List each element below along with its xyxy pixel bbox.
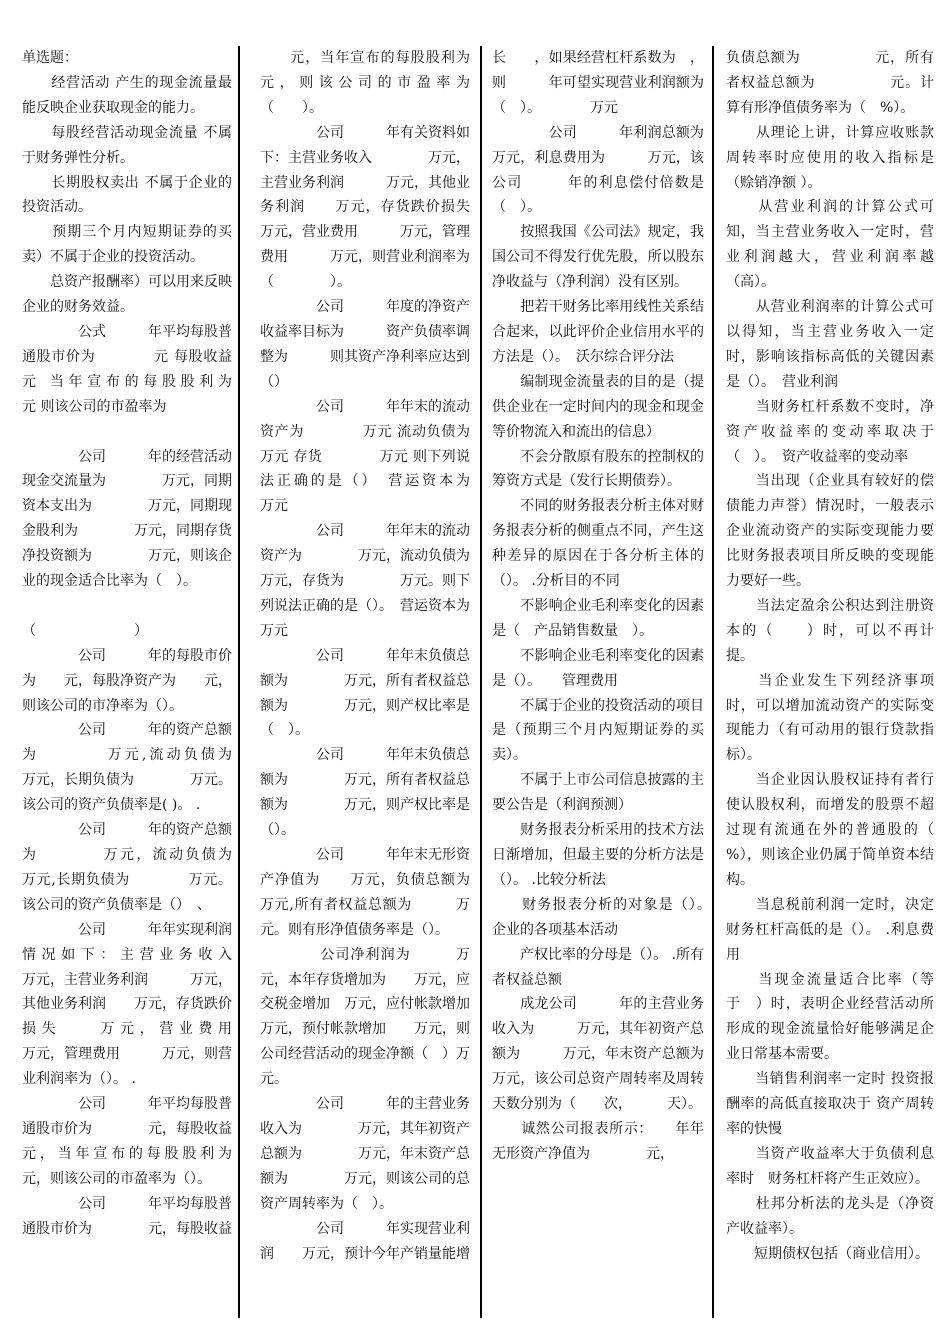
paragraph: 预期三个月内短期证券的买卖）不属于企业的投资活动。 <box>22 224 232 266</box>
paragraph: 财务报表分析采用的技术方法日渐增加，但最主要的分析方法是（）。 .比较分析法 <box>492 822 704 888</box>
paragraph: 不属于企业的投资活动的项目是（预期三个月内短期证券的买卖）。 <box>492 697 704 764</box>
paragraph: 公司 年年末负债总额为 万元，所有者权益总额为 万元，则产权比率是（）。 <box>260 747 470 839</box>
paragraph: 长期股权卖出 不属于企业的投资活动。 <box>22 174 232 216</box>
paragraph: 短期债权包括（商业信用）。 <box>726 1245 929 1262</box>
paragraph: 公司 年年末的流动资产为 万元 流动负债为 万元 存货 万元 则下列说法正确的是（） 营运资本为 万元 <box>260 398 470 515</box>
paragraph: 不影响企业毛利率变化的因素是（ 产品销售数量 ）。 <box>492 597 704 639</box>
paragraph: 不会分散原有股东的控制权的筹资方式是（发行长期债券）。 <box>492 448 704 490</box>
paragraph: 元，当年宣布的每股股利为 元，则该公司的市盈率为（ ）。 <box>260 50 470 116</box>
paragraph: 公司 年的资产总额为 万元,流动负债为 万元，长期负债为 万元。该公司的资产负债率是( )。 . <box>22 722 232 814</box>
paragraph: 公司 年年实现利润情况如下：主营业务收入 万元，主营业务利润 万元，其他业务利润 万元，存货跌价损失 万元，营业费用 万元，管理费用 万元，则营业利润率为（）。 . <box>22 921 232 1088</box>
paragraph: 按照我国《公司法》规定，我国公司不得发行优先股，所以股东净收益与（净利润）没有区别。 <box>492 224 704 291</box>
paragraph: 当企业因认股权证持有者行使认股权利，而增发的股票不超过现有流通在外的普通股的（ %），则该企业仍属于简单资本结构。 <box>726 772 934 888</box>
paragraph: 当资产收益率大于负债利息率时 财务杠杆将产生正效应）。 <box>726 1145 934 1187</box>
paragraph: 杜邦分析法的龙头是（净资产收益率）。 <box>726 1195 934 1237</box>
paragraph: 当法定盈余公积达到注册资本的（ ）时，可以不再计提。 <box>726 597 934 664</box>
paragraph: 当企业发生下列经济事项时，可以增加流动资产的实际变现能力（有可动用的银行贷款指标）。 <box>726 672 934 764</box>
paragraph: 公司 年年末无形资产净值为 万元，负债总额为 万元,所有者权益总额为 万元。则有形净值债务率是（）。 <box>260 847 470 938</box>
text-column-3 <box>492 46 704 1318</box>
paragraph: 公司 年的资产总额为 万元，流动负债为 万元,长期负债为 万元。该公司的资产负债率是（） 、 <box>22 822 232 913</box>
paragraph: 公司 年的经营活动现金交流量为 万元，同期资本支出为 万元，同期现金股利为 万元，同期存货净投资额为 万元，则该企业的现金适合比率为（ ）。 <box>22 448 232 590</box>
paragraph: 公司 年度的净资产收益率目标为 资产负债率调整为 则其资产净利率应达到（） <box>260 299 470 390</box>
paragraph: 当销售利润率一定时 投资报酬率的高低直接取决于 资产周转率的快慢 <box>726 1071 934 1137</box>
paragraph: 从营业利润的计算公式可知，当主营业务收入一定时，营业利润越大，营业利润率越（高）。 <box>726 199 934 291</box>
paragraph: 成龙公司 年的主营业务收入为 万元，其年初资产总额为 万元，年末资产总额为 万元，该公司总资产周转率及周转天数分别为（ 次， 天）。 <box>492 996 704 1113</box>
column-divider <box>712 46 714 1318</box>
column-divider <box>238 46 240 1318</box>
paragraph: 从理论上讲，计算应收账款周转率时应使用的收入指标是（赊销净额 ）。 <box>726 124 934 191</box>
paragraph: 公司 年的主营业务收入为 万元，其年初资产总额为 万元，年末资产总额为 万元，则该公司的总资产周转率为（ ）。 <box>260 1096 470 1212</box>
paragraph: 诚然公司报表所示： 年年无形资产净值为 元， <box>492 1120 704 1162</box>
paragraph: 公司 年平均每股普通股市价为 元，每股收益 元，当年宣布的每股股利为 元，则该公司的市盈率为（）。 <box>22 1096 232 1187</box>
paragraph: 公司 年的每股市价为 元，每股净资产为 元，则该公司的市净率为（）。 <box>22 647 232 714</box>
paragraph: 从营业利润率的计算公式可以得知，当主营业务收入一定时，影响该指标高低的关键因素是（）。 营业利润 <box>726 299 934 390</box>
paragraph: 不同的财务报表分析主体对财务报表分析的侧重点不同，产生这种差异的原因在于各分析主体的（）。 .分析目的不同 <box>492 498 704 590</box>
text-column-1 <box>22 46 232 1318</box>
paragraph: 不影响企业毛利率变化的因素是（）。 管理费用 <box>492 647 704 689</box>
paragraph: 编制现金流量表的目的是（提供企业在一定时间内的现金和现金等价物流入和流出的信息） <box>492 373 704 440</box>
paragraph: 公司 年年末负债总额为 万元，所有者权益总额为 万元，则产权比率是（ ）。 <box>260 647 470 739</box>
paragraph: 每股经营活动现金流量 不属于财务弹性分析。 <box>22 124 232 166</box>
paragraph: 负债总额为 元，所有者权益总额为 元。计算有形净值债务率为（ %）。 <box>726 50 934 116</box>
column-divider <box>480 46 482 1318</box>
paragraph: 公司 年有关资料如下：主营业务收入 万元，主营业务利润 万元，其他业务利润 万元，存货跌价损失 万元，营业费用 万元，管理费用 万元，则营业利润率为（ ）。 <box>260 124 470 291</box>
paragraph: 当息税前利润一定时，决定财务杠杆高低的是（）。 .利息费用 <box>726 896 934 963</box>
paragraph: 公司 年实现营业利润 万元，预计今年产销量能增 <box>260 1220 470 1262</box>
paragraph: 把若干财务比率用线性关系结合起来，以此评价企业信用水平的方法是（）。 沃尔综合评分法 <box>492 299 704 365</box>
paragraph: 公司 年年末的流动资产为 万元，流动负债为 万元，存货为 万元。则下列说法正确的是（）。 营运资本为 万元 <box>260 523 470 639</box>
text-column-4 <box>726 46 934 1318</box>
paragraph: （ ） <box>22 622 148 639</box>
text-column-2 <box>260 46 470 1318</box>
paragraph: 公式 年平均每股普通股市价为 元 每股收益 元 当年宣布的每股股利为 元 则该公司的市盈率为 <box>22 323 232 415</box>
paragraph: 当财务杠杆系数不变时，净资产收益率的变动率取决于（ ）。 资产收益率的变动率 <box>726 398 934 465</box>
paragraph <box>22 594 232 619</box>
paragraph: 公司 年平均每股普通股市价为 元，每股收益 <box>22 1195 232 1237</box>
paragraph: 当现金流量适合比率（等于 ）时，表明企业经营活动所形成的现金流量恰好能够满足企业日常基本需要。 <box>726 971 934 1063</box>
paragraph: 财务报表分析的对象是（）。 企业的各项基本活动 <box>492 896 704 938</box>
paragraph: 产权比率的分母是（）。 .所有者权益总额 <box>492 946 704 988</box>
paragraph: 公司 年利润总额为 万元，利息费用为 万元，该公司 年的利息偿付倍数是（ ）。 <box>492 124 704 216</box>
paragraph: 经营活动 产生的现金流量最能反映企业获取现金的能力。 <box>22 74 232 116</box>
paragraph: 单选题： <box>22 50 78 66</box>
paragraph: 当出现（企业具有较好的偿债能力声誉）情况时，一般表示企业流动资产的实际变现能力要比财务报表项目所反映的变现能力要好一些。 <box>726 473 934 590</box>
paragraph <box>22 420 232 445</box>
paragraph: 公司净利润为 万元，本年存货增加为 万元，应交税金增加 万元，应付帐款增加 万元，预付帐款增加 万元，则 公司经营活动的现金净额（ ）万元。 <box>260 946 470 1088</box>
paragraph: 总资产报酬率）可以用来反映企业的财务效益。 <box>22 274 232 316</box>
document-page <box>20 46 934 1318</box>
paragraph: 长 ，如果经营杠杆系数为 ，则 年可望实现营业利润额为（ ）。 万元 <box>492 50 704 116</box>
paragraph: 不属于上市公司信息披露的主要公告是（利润预测） <box>492 772 704 814</box>
